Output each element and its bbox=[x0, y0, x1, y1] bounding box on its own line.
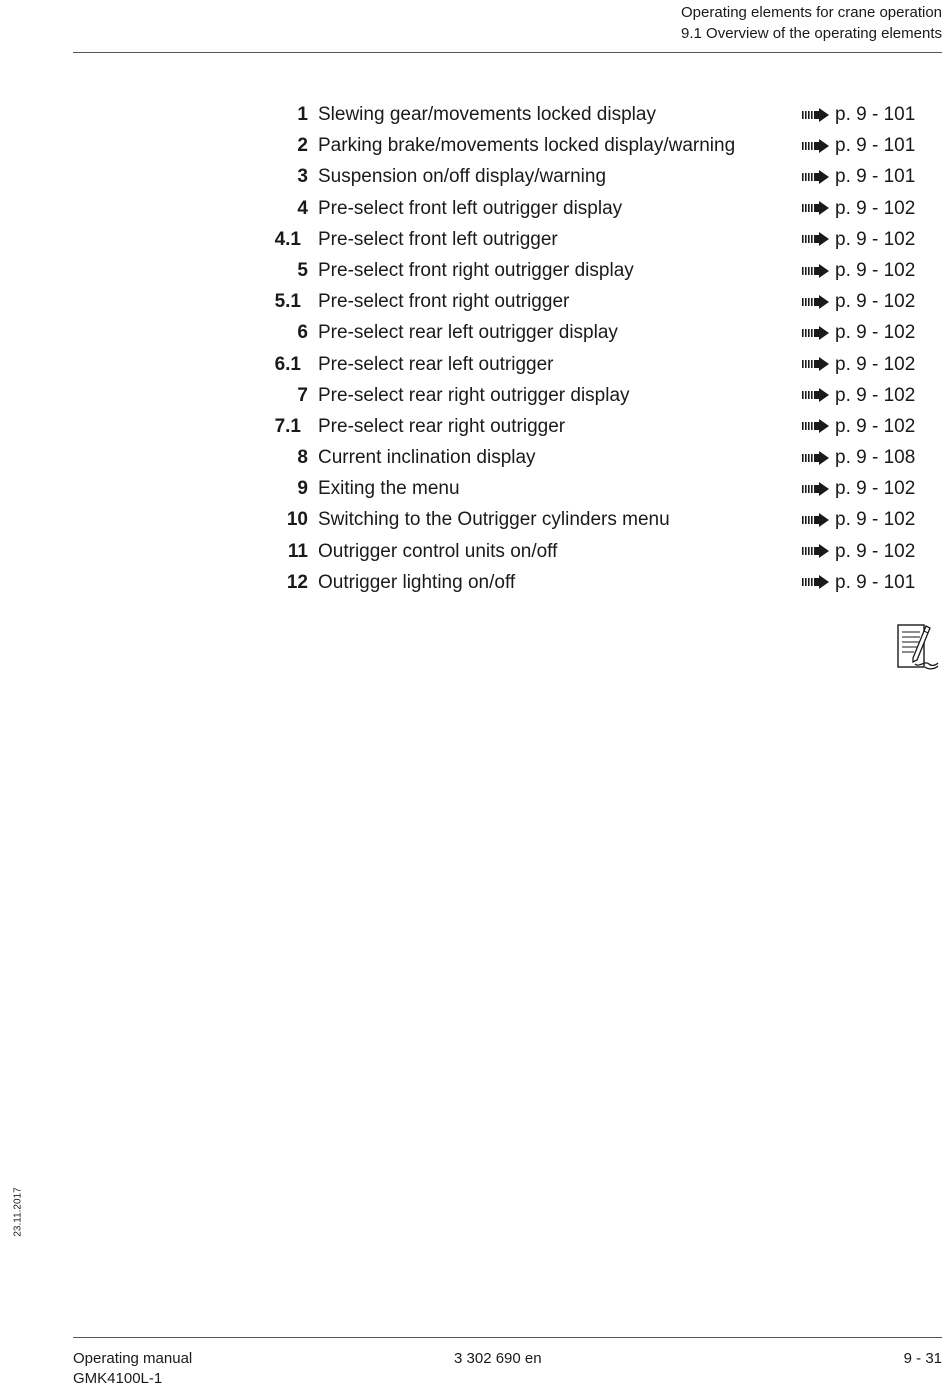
list-item bbox=[240, 442, 920, 473]
item-description: Slewing gear/movements locked display bbox=[318, 104, 656, 125]
list-item bbox=[240, 193, 920, 224]
reference-arrow-icon bbox=[802, 264, 830, 278]
page-reference[interactable] bbox=[802, 567, 916, 598]
page-reference[interactable] bbox=[802, 99, 916, 130]
page-reference[interactable] bbox=[802, 349, 916, 380]
item-description: Outrigger lighting on/off bbox=[318, 571, 516, 593]
item-number: 3 bbox=[297, 166, 308, 188]
item-number: 4.1 bbox=[274, 228, 301, 250]
page-reference-label: p. 9 - 102 bbox=[835, 509, 916, 531]
list-item bbox=[240, 504, 920, 535]
page-reference-label: p. 9 - 102 bbox=[835, 415, 916, 437]
page-reference-label: p. 9 - 101 bbox=[835, 571, 916, 593]
page-reference[interactable] bbox=[802, 130, 916, 161]
list-item bbox=[240, 161, 920, 192]
header-chapter-title: Operating elements for crane operation bbox=[681, 4, 942, 21]
list-item bbox=[240, 349, 920, 380]
page-reference-label: p. 9 - 101 bbox=[835, 104, 916, 125]
footer-model: GMK4100L-1 bbox=[73, 1370, 163, 1387]
item-number: 10 bbox=[286, 509, 308, 531]
item-number: 12 bbox=[286, 571, 308, 593]
page-reference[interactable] bbox=[802, 286, 916, 317]
list-item bbox=[240, 567, 920, 598]
page-reference[interactable] bbox=[802, 473, 916, 504]
reference-arrow-icon bbox=[802, 201, 830, 215]
reference-arrow-icon bbox=[802, 232, 830, 246]
page-reference-label: p. 9 - 102 bbox=[835, 197, 916, 219]
item-description: Pre-select rear left outrigger display bbox=[318, 322, 618, 344]
list-item bbox=[240, 536, 920, 567]
page-reference[interactable] bbox=[802, 380, 916, 411]
item-description: Suspension on/off display/warning bbox=[318, 166, 607, 188]
item-number: 6.1 bbox=[274, 353, 301, 375]
item-description: Pre-select front right outrigger bbox=[318, 291, 570, 313]
page-reference[interactable] bbox=[802, 504, 916, 535]
item-number: 4 bbox=[297, 197, 308, 219]
side-date: 23.11.2017 bbox=[12, 1187, 24, 1237]
item-number: 9 bbox=[297, 478, 308, 500]
item-number: 6 bbox=[297, 322, 308, 344]
notepad-pencil-icon bbox=[895, 622, 941, 672]
footer-manual-info bbox=[73, 1349, 192, 1389]
page-reference-label: p. 9 - 102 bbox=[835, 291, 916, 313]
page-reference[interactable] bbox=[802, 193, 916, 224]
list-item bbox=[240, 99, 920, 130]
footer-divider bbox=[73, 1337, 942, 1338]
page-reference[interactable] bbox=[802, 161, 916, 192]
list-item bbox=[240, 255, 920, 286]
header-divider bbox=[73, 52, 942, 53]
footer-page-number: 9 - 31 bbox=[903, 1350, 942, 1367]
page-reference-label: p. 9 - 102 bbox=[835, 259, 916, 281]
operating-elements-list bbox=[240, 99, 920, 598]
item-description: Outrigger control units on/off bbox=[318, 540, 558, 562]
item-description: Current inclination display bbox=[318, 447, 536, 469]
item-description: Pre-select front right outrigger display bbox=[318, 259, 634, 281]
page-reference[interactable] bbox=[802, 536, 916, 567]
page-reference[interactable] bbox=[802, 411, 916, 442]
item-description: Exiting the menu bbox=[318, 478, 460, 500]
item-description: Pre-select rear left outrigger bbox=[318, 353, 554, 375]
item-number: 2 bbox=[297, 135, 308, 157]
header-section-title: 9.1 Overview of the operating elements bbox=[681, 25, 942, 42]
item-number: 5 bbox=[297, 259, 308, 281]
list-item bbox=[240, 286, 920, 317]
page-reference-label: p. 9 - 102 bbox=[835, 540, 916, 562]
page-reference[interactable] bbox=[802, 317, 916, 348]
page-reference-label: p. 9 - 102 bbox=[835, 353, 916, 375]
reference-arrow-icon bbox=[802, 451, 830, 465]
item-number: 7.1 bbox=[274, 415, 301, 437]
page-reference[interactable] bbox=[802, 442, 916, 473]
item-number: 7 bbox=[297, 384, 308, 406]
list-item bbox=[240, 224, 920, 255]
item-description: Pre-select front left outrigger display bbox=[318, 197, 623, 219]
page-reference-label: p. 9 - 102 bbox=[835, 384, 916, 406]
list-item bbox=[240, 380, 920, 411]
list-item bbox=[240, 317, 920, 348]
reference-arrow-icon bbox=[802, 419, 830, 433]
reference-arrow-icon bbox=[802, 326, 830, 340]
item-number: 11 bbox=[287, 540, 308, 562]
reference-arrow-icon bbox=[802, 544, 830, 558]
item-number: 8 bbox=[297, 447, 308, 469]
reference-arrow-icon bbox=[802, 139, 830, 153]
reference-arrow-icon bbox=[802, 513, 830, 527]
page-reference-label: p. 9 - 101 bbox=[835, 166, 916, 188]
reference-arrow-icon bbox=[802, 170, 830, 184]
item-number: 1 bbox=[297, 104, 308, 125]
item-description: Pre-select rear right outrigger display bbox=[318, 384, 630, 406]
page-reference-label: p. 9 - 108 bbox=[835, 447, 916, 469]
list-item bbox=[240, 411, 920, 442]
item-description: Switching to the Outrigger cylinders menu bbox=[318, 509, 670, 531]
item-description: Pre-select front left outrigger bbox=[318, 228, 558, 250]
reference-arrow-icon bbox=[802, 357, 830, 371]
reference-arrow-icon bbox=[802, 482, 830, 496]
reference-arrow-icon bbox=[802, 575, 830, 589]
page-reference-label: p. 9 - 102 bbox=[835, 228, 916, 250]
reference-arrow-icon bbox=[802, 295, 830, 309]
footer-document-number: 3 302 690 en bbox=[454, 1350, 542, 1367]
page-reference-label: p. 9 - 102 bbox=[835, 322, 916, 344]
item-description: Pre-select rear right outrigger bbox=[318, 415, 566, 437]
page-reference[interactable] bbox=[802, 255, 916, 286]
list-item bbox=[240, 130, 920, 161]
item-number: 5.1 bbox=[274, 291, 301, 313]
item-description: Parking brake/movements locked display/warning bbox=[318, 135, 736, 157]
page-header bbox=[681, 2, 942, 44]
footer-manual-title: Operating manual bbox=[73, 1350, 193, 1367]
reference-arrow-icon bbox=[802, 388, 830, 402]
page-reference-label: p. 9 - 101 bbox=[835, 135, 916, 157]
list-item bbox=[240, 473, 920, 504]
page-reference[interactable] bbox=[802, 224, 916, 255]
page-reference-label: p. 9 - 102 bbox=[835, 478, 916, 500]
reference-arrow-icon bbox=[802, 108, 830, 122]
